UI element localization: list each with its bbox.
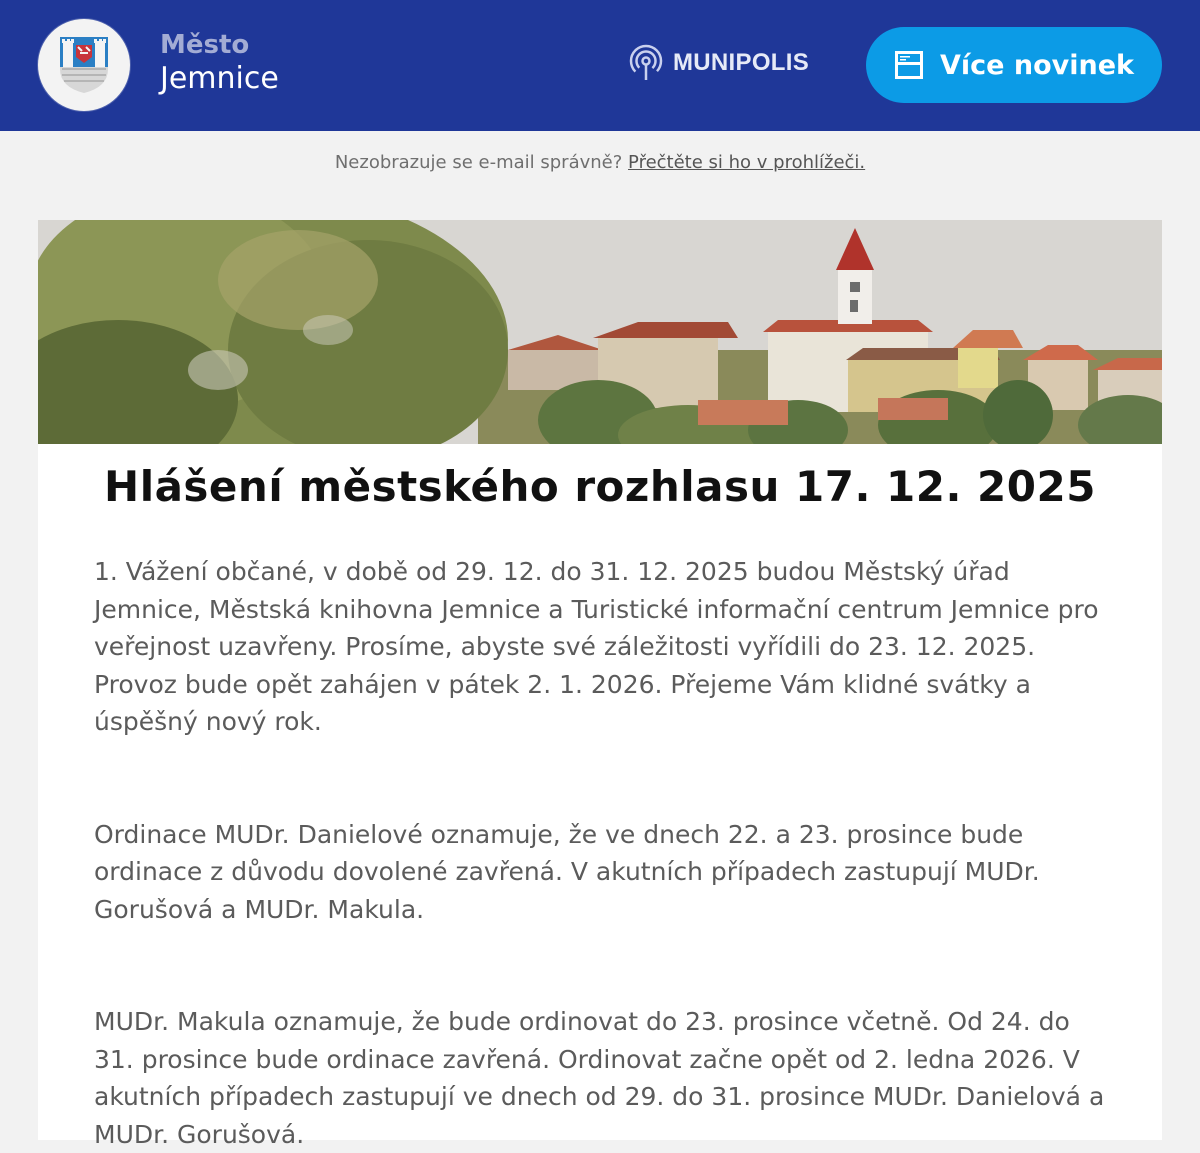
munipolis-logo[interactable] — [627, 44, 809, 82]
city-logo[interactable] — [38, 19, 130, 111]
town-panorama-illustration — [38, 220, 1162, 444]
more-news-label: Více novinek — [940, 49, 1134, 81]
munipolis-label: MUNIPOLIS — [673, 49, 810, 76]
brand — [160, 30, 279, 97]
newspaper-icon — [894, 50, 924, 80]
article-title: Hlášení městského rozhlasu 17. 12. 2025 — [104, 462, 1096, 511]
notice-text: Nezobrazuje se e-mail správně? — [334, 152, 623, 173]
city-type-label: Město — [160, 30, 250, 60]
coat-of-arms-icon — [58, 35, 110, 95]
city-name-label: Jemnice — [160, 61, 279, 97]
announcement-paragraph: MUDr. Makula oznamuje, že bude ordinovat do 23. prosince včetně. Od 24. do 31. prosince bude ordinace zavřená. Ordinovat začne opět od 2. ledna 2026. V akutních případech zastupují ve dnech od 29. do 31. prosince MUDr. Danielová a MUDr. Gorušová. — [94, 1007, 1105, 1149]
broadcast-icon — [627, 44, 665, 82]
view-in-browser-link[interactable]: Přečtěte si ho v prohlížeči. — [628, 152, 866, 173]
hero-image — [38, 220, 1162, 444]
header — [0, 0, 1200, 131]
view-in-browser-notice — [0, 152, 1200, 173]
article-body — [38, 553, 1162, 1153]
article-card — [38, 220, 1162, 1149]
announcement-paragraph: Ordinace MUDr. Danielové oznamuje, že ve dnech 22. a 23. prosince bude ordinace z důvodu dovolené zavřená. V akutních případech zastupují MUDr. Gorušová a MUDr. Makula. — [94, 819, 1040, 924]
more-news-button[interactable] — [866, 27, 1162, 103]
announcement-paragraph: 1. Vážení občané, v době od 29. 12. do 31. 12. 2025 budou Městský úřad Jemnice, Městská knihovna Jemnice a Turistické informační centrum Jemnice pro veřejnost uzavřeny. Prosíme, abyste své záležitosti vyřídili do 23. 12. 2025. Provoz bude opět zahájen v pátek 2. 1. 2026. Přejeme Vám klidné svátky a úspěšný nový rok. — [94, 557, 1099, 736]
